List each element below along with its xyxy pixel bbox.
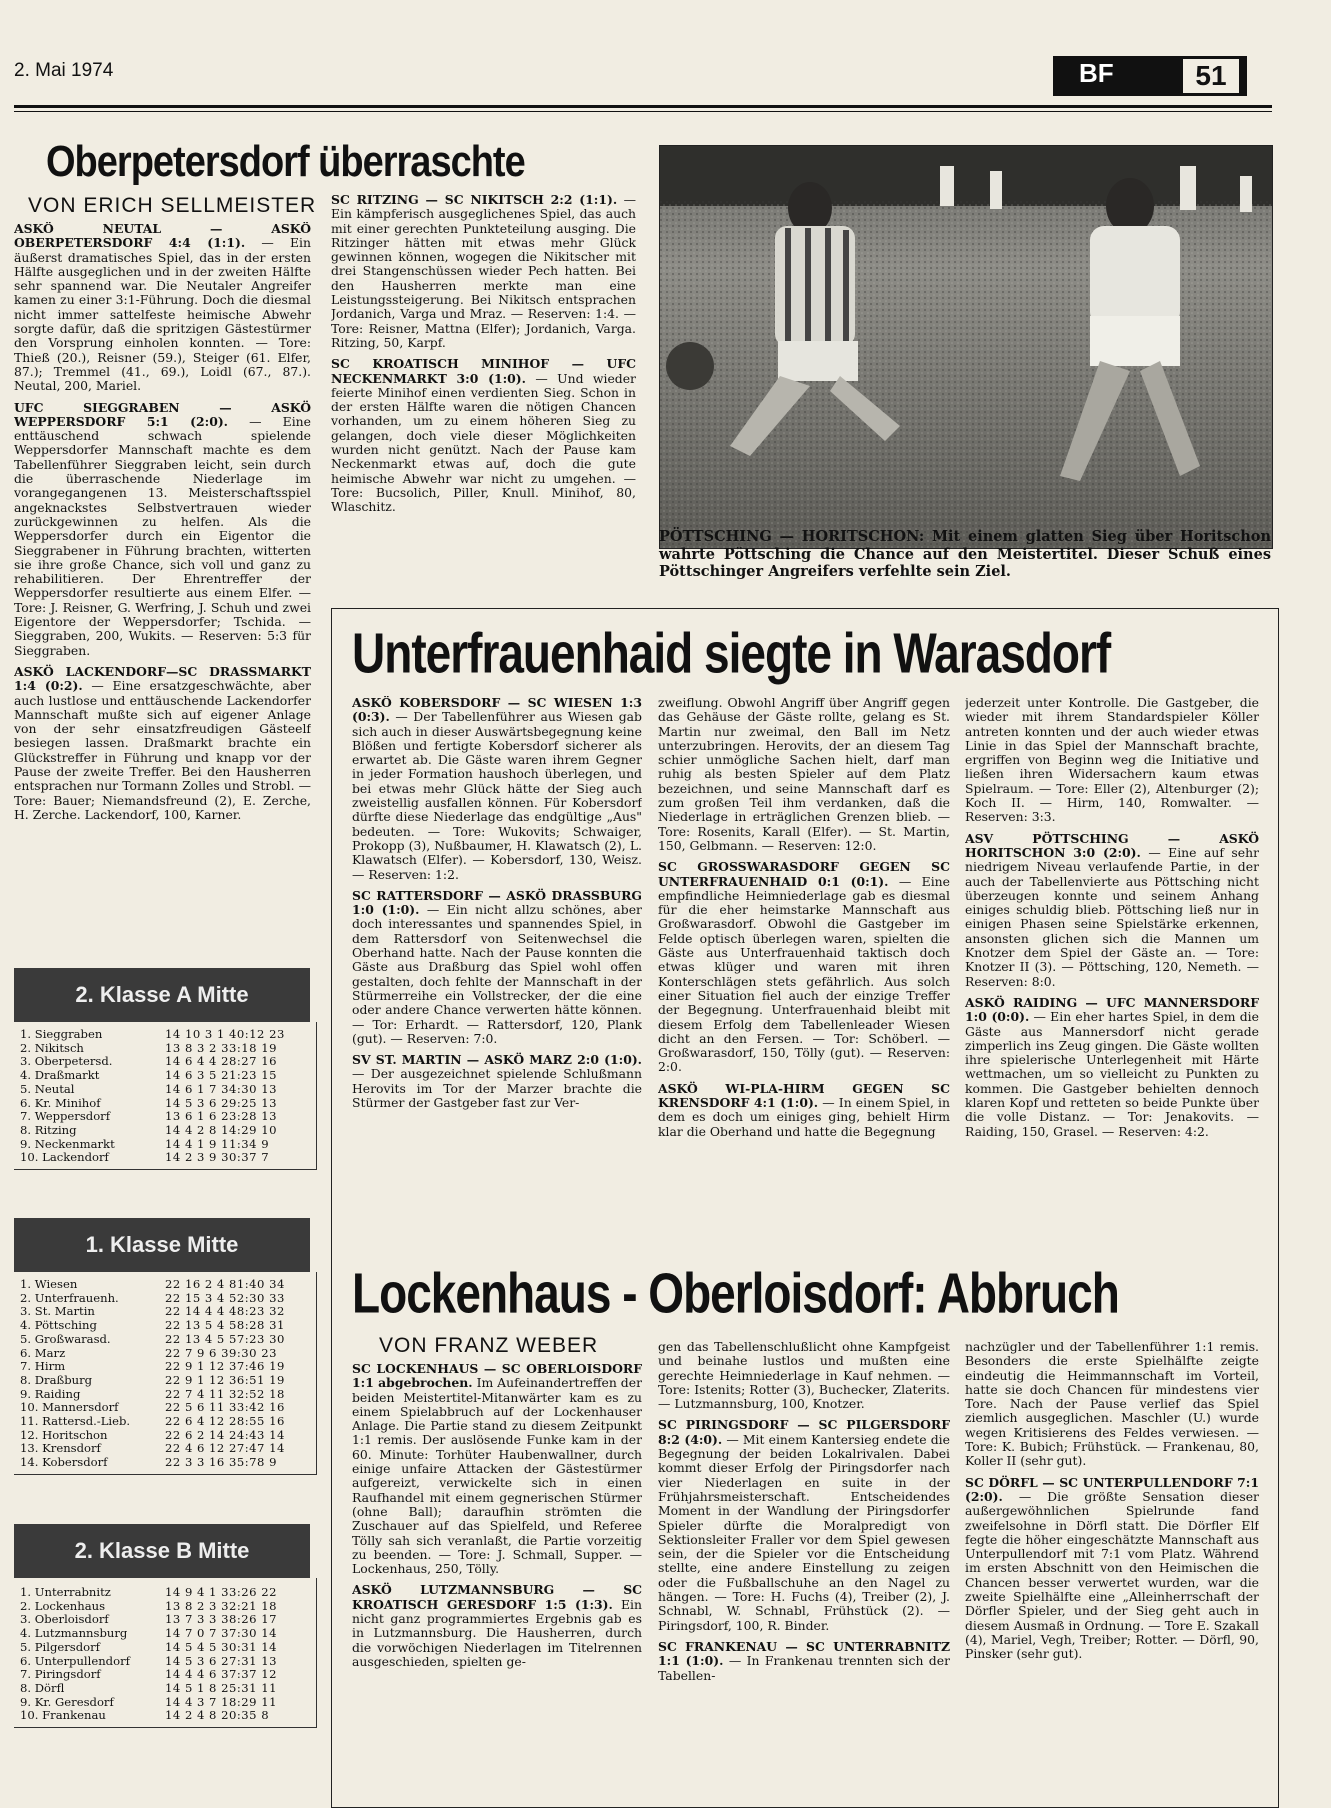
team-stats: 22 16 2 4 81:40 34 bbox=[165, 1277, 285, 1291]
team-stats: 14 4 1 9 11:34 9 bbox=[165, 1136, 270, 1151]
team-stats: 14 4 3 7 18:29 11 bbox=[165, 1694, 277, 1709]
team-name: 3. Oberloisdorf bbox=[20, 1613, 109, 1627]
paragraph bbox=[658, 696, 950, 853]
table-row bbox=[20, 1028, 316, 1042]
match-report: — Mit einem Kantersieg endete die Begegnung der beiden Lokalrivalen. Dabei kommt dieser Erfolg der Piringsdorfer nach vier Niederlagen en suite in der Frühjahrsmeisterschaft. Entscheidendes Moment in der Wandlung der Piringsdorfer Spieler dürfte die Moralpredigt von Sektionsleiter Fraller vor dem Spiel gewesen sein, der die Spieler vor die Entscheidung stellte, eine andere Einstellung zu zeigen oder die Fußballschuhe an den Nagel zu hängen. — Tore: H. Fuchs (4), Treiber (2), J. Schnabl, W. Schnabl, Frühstück (2). — Piringsdorf, 100, R. Binder. bbox=[658, 1431, 950, 1633]
team-stats: 14 5 3 6 29:25 13 bbox=[165, 1095, 277, 1110]
table-row bbox=[20, 1069, 316, 1083]
team-name: 5. Großwarasd. bbox=[20, 1332, 111, 1346]
table-row bbox=[20, 1319, 316, 1333]
team-name: 10. Lackendorf bbox=[20, 1151, 109, 1165]
team-name: 2. Unterfrauenh. bbox=[20, 1291, 119, 1305]
table-row bbox=[20, 1097, 316, 1111]
match-lead: SC DÖRFL — SC UNTERPULLENDORF 7:1 (2:0). bbox=[965, 1474, 1259, 1504]
team-name: 1. Sieggraben bbox=[20, 1028, 103, 1041]
table-row bbox=[20, 1124, 316, 1138]
team-stats: 22 13 4 5 57:23 30 bbox=[165, 1331, 285, 1346]
article1-column-1 bbox=[14, 222, 311, 958]
photo-caption: PÖTTSCHING — HORITSCHON: Mit einem glatten Sieg über Horitschon wahrte Pöttsching die Chance auf den Meistertitel. Dieser Schuß eines Pöttschinger Angreifers verfehlte sein Ziel. bbox=[659, 528, 1271, 580]
paragraph bbox=[965, 1340, 1259, 1469]
team-stats: 22 7 4 11 32:52 18 bbox=[165, 1386, 285, 1401]
table-row bbox=[20, 1278, 316, 1292]
match-lead: ASKÖ KOBERSDORF — SC WIESEN 1:3 (0:3). bbox=[352, 696, 642, 725]
match-lead: SC KROATISCH MINIHOF — UFC NECKENMARKT 3:0 (1:0). bbox=[331, 356, 636, 386]
team-stats: 14 5 1 8 25:31 11 bbox=[165, 1680, 277, 1695]
team-name: 10. Mannersdorf bbox=[20, 1401, 119, 1415]
team-name: 6. Kr. Minihof bbox=[20, 1096, 101, 1110]
table-row bbox=[20, 1083, 316, 1097]
article3-author: VON FRANZ WEBER bbox=[379, 1334, 599, 1357]
team-name: 1. Wiesen bbox=[20, 1278, 78, 1291]
paragraph bbox=[14, 401, 311, 658]
team-name: 2. Nikitsch bbox=[20, 1041, 84, 1055]
team-stats: 14 2 4 8 20:35 8 bbox=[165, 1708, 270, 1723]
team-stats: 13 6 1 6 23:28 13 bbox=[165, 1109, 277, 1124]
team-name: 5. Pilgersdorf bbox=[20, 1640, 100, 1654]
league-table-a-mitte bbox=[14, 968, 317, 1170]
paragraph bbox=[352, 696, 642, 882]
table-row bbox=[20, 1333, 316, 1347]
match-report: gen das Tabellenschlußlicht ohne Kampfgeist und beinahe lustlos und mußten eine gerechte Heimniederlage in Kauf nehmen. — Tore: Istenits; Rotter (3), Buchecker, Zlaterits. — Lutzmannsburg, 100, Knotzer. bbox=[658, 1340, 950, 1412]
table-row bbox=[20, 1305, 316, 1319]
paragraph bbox=[658, 1340, 950, 1411]
issue-date: 2. Mai 1974 bbox=[14, 60, 114, 81]
team-name: 5. Neutal bbox=[20, 1082, 75, 1096]
team-stats: 22 5 6 11 33:42 16 bbox=[165, 1400, 285, 1415]
league-table-title: 1. Klasse Mitte bbox=[14, 1218, 310, 1272]
table-row bbox=[20, 1627, 316, 1641]
paragraph bbox=[331, 357, 636, 514]
team-stats: 22 3 3 16 35:78 9 bbox=[165, 1455, 277, 1470]
table-row bbox=[20, 1682, 316, 1696]
table-row bbox=[20, 1442, 316, 1456]
team-stats: 14 5 4 5 30:31 14 bbox=[165, 1639, 277, 1654]
table-row bbox=[20, 1668, 316, 1682]
match-report: nachzügler und der Tabellenführer 1:1 remis. Besonders die erste Spielhälfte zeigte eindeutig die Heimmannschaft im Vorteil, hatte sie doch Chancen für mindestens vier Tore. Nach der Pause verlief das Spiel ziemlich ausgeglichen. Maschler (U.) wurde wegen Kritisierens des Feldes verwiesen. — Tore: K. Bubich; Frühstück. — Frankenau, 80, Koller II (sehr gut). bbox=[965, 1340, 1259, 1469]
match-lead: SC GROSSWARASDORF GEGEN SC UNTERFRAUENHAID 0:1 (0:1). bbox=[658, 859, 950, 889]
paragraph bbox=[658, 860, 950, 1074]
team-stats: 13 8 3 2 33:18 19 bbox=[165, 1040, 277, 1055]
match-lead: ASV PÖTTSCHING — ASKÖ HORITSCHON 3:0 (2:0). bbox=[965, 830, 1259, 860]
table-row bbox=[20, 1586, 316, 1600]
league-table-b-mitte bbox=[14, 1524, 317, 1728]
team-name: 1. Unterrabnitz bbox=[20, 1586, 111, 1599]
match-lead: ASKÖ RAIDING — UFC MANNERSDORF 1:0 (0:0). bbox=[965, 994, 1259, 1025]
match-report: — In einem Spiel, in dem es doch um einiges ging, behielt Hirm klar die Oberhand und hatte die Begegnung bbox=[658, 1095, 950, 1139]
table-row bbox=[20, 1696, 316, 1710]
team-name: 14. Kobersdorf bbox=[20, 1456, 108, 1470]
team-name: 4. Lutzmannsburg bbox=[20, 1627, 128, 1641]
team-name: 9. Raiding bbox=[20, 1387, 81, 1401]
match-photo bbox=[659, 145, 1273, 549]
team-stats: 13 8 2 3 32:21 18 bbox=[165, 1598, 277, 1613]
article3-column-2 bbox=[658, 1340, 950, 1794]
league-table-title: 2. Klasse B Mitte bbox=[14, 1524, 310, 1578]
team-name: 3. Oberpetersd. bbox=[20, 1055, 113, 1069]
article2-column-2 bbox=[658, 696, 950, 1286]
team-name: 8. Dörfl bbox=[20, 1681, 65, 1695]
paragraph bbox=[14, 665, 311, 822]
article1-author: VON ERICH SELLMEISTER bbox=[28, 194, 317, 217]
team-stats: 14 4 4 6 37:37 12 bbox=[165, 1667, 277, 1682]
team-name: 4. Pöttsching bbox=[20, 1319, 97, 1333]
match-lead: ASKÖ LACKENDORF—SC DRASSMARKT 1:4 (0:2). bbox=[14, 663, 311, 694]
team-stats: 22 7 9 6 39:30 23 bbox=[165, 1345, 277, 1360]
match-lead: SC FRANKENAU — SC UNTERRABNITZ 1:1 (1:0). bbox=[658, 1638, 950, 1669]
match-report: — Eine empfindliche Heimniederlage gab es diesmal für die eher heimstarke Mannschaft aus Großwarasdorf. Obwohl die Gastgeber im Felde optisch überlegen waren, spielten die Gäste aus Unterfrauenhaid taktisch doch etwas klüger und waren mit ihren Konterschlägen stets gefährlich. Aus solch einer Situation fiel auch der einzige Treffer der Begegnung. Unterfrauenhaid bleibt mit diesem Erfolg dem Tabellenleader Wiesen dicht an den Fersen. — Tor: Schöberl. — Großwarasdorf, 150, Tölly (gut). — Reserven: 2:0. bbox=[658, 873, 950, 1075]
paragraph bbox=[352, 889, 642, 1046]
team-stats: 22 15 3 4 52:30 33 bbox=[165, 1290, 285, 1305]
match-report: — Ein nicht allzu schönes, aber doch interessantes und spannendes Spiel, in dem Rattersdorf von Seitenwechsel die Oberhand hatte. Nach der Pause konnten die Gäste aus Draßburg das Spiel wohl offen gestalten, doch fehlte der Mannschaft in der Stürmerreihe ein Vollstrecker, der die eine oder andere Chance verwerten hätte können. — Tor: Erhardt. — Rattersdorf, 120, Plank (gut). — Reserven: 7:0. bbox=[352, 902, 642, 1046]
table-row bbox=[20, 1042, 316, 1056]
match-lead: SV ST. MARTIN — ASKÖ MARZ 2:0 (1:0). bbox=[352, 1052, 642, 1068]
team-name: 8. Draßburg bbox=[20, 1373, 93, 1387]
paragraph bbox=[965, 696, 1259, 825]
league-table-title: 2. Klasse A Mitte bbox=[14, 968, 310, 1022]
match-report: jederzeit unter Kontrolle. Die Gastgeber, die wieder mit ihrem Standardspieler Köller antreten konnten und der auch wieder etwas Linie in das Spiel der Mannschaft brachte, ergriffen von Beginn weg die Initiative und ließen ihren Widersachern kaum etwas Spielraum. — Tore: Eller (2), Altenburger (2); Koch II. — Hirm, 140, Romwalter. — Reserven: 3:3. bbox=[965, 696, 1259, 825]
team-stats: 14 7 0 7 37:30 14 bbox=[165, 1626, 277, 1641]
paragraph bbox=[658, 1418, 950, 1632]
match-photo-image bbox=[660, 146, 1272, 548]
paragraph bbox=[352, 1362, 642, 1576]
team-name: 7. Weppersdorf bbox=[20, 1110, 111, 1124]
article3-column-1 bbox=[352, 1362, 642, 1794]
header-rule bbox=[14, 105, 1272, 108]
team-stats: 22 6 4 12 28:55 16 bbox=[165, 1414, 285, 1429]
table-row bbox=[20, 1374, 316, 1388]
team-stats: 14 10 3 1 40:12 23 bbox=[165, 1027, 285, 1041]
match-report: zweiflung. Obwohl Angriff über Angriff gegen das Gehäuse der Gäste rollte, gelang es St. Martin nur zweimal, den Ball im Netz unterzubringen. Herovits, der an diesem Tag schier unmögliche Sachen hielt, darf man ruhig als besten Spieler auf dem Platz bezeichnen, und seine Mannschaft darf es zum großen Teil ihm verdanken, daß die Niederlage in erträglichen Grenzen blieb. — Tore: Rosenits, Karall (Elfer). — St. Martin, 150, Gelbmann. — Reserven: 12:0. bbox=[658, 696, 950, 853]
team-name: 7. Piringsdorf bbox=[20, 1668, 101, 1682]
table-row bbox=[20, 1138, 316, 1152]
team-stats: 14 6 4 4 28:27 16 bbox=[165, 1054, 277, 1069]
match-report: — Eine ersatzgeschwächte, aber auch lustlose und enttäuschende Lackendorfer Mannschaft mußte sich auf eigener Anlage von der sehr einsatzfreudigen Gästeelf besiegen lassen. Draßmarkt brachte ein Glückstreffer in Führung und knapp vor der Pause der zweite Treffer. Bei den Hausherren entsprachen nur Tormann Zolles und Strobl. — Tore: Bauer; Niemandsfreund (2), E. Zerche, H. Zerche. Lackendorf, 100, Karner. bbox=[14, 678, 311, 822]
article2-headline: Unterfrauenhaid siegte in Warasdorf bbox=[352, 621, 1111, 685]
team-name: 4. Draßmarkt bbox=[20, 1069, 100, 1083]
match-lead: ASKÖ WI-PLA-HIRM GEGEN SC KRENSDORF 4:1 (1:0). bbox=[658, 1080, 950, 1111]
match-lead: ASKÖ NEUTAL — ASKÖ OBERPETERSDORF 4:4 (1:1). bbox=[14, 222, 311, 251]
match-report: — Eine auf sehr niedrigem Niveau verlaufende Partie, in der auch der Tabellenvierte aus Pöttsching nicht überzeugen konnte und seinem Anhang einiges schuldig blieb. Pöttsching ließ nur in einigen Phasen seine Spielstärke erkennen, ansonsten glichen sich die Mannen um Knotzer dem Spiel der Gäste an. — Tore: Knotzer II (3). — Pöttsching, 120, Nemeth. — Reserven: 8:0. bbox=[965, 844, 1259, 989]
match-report: — Und wieder feierte Minihof einen verdienten Sieg. Schon in der ersten Hälfte waren die nötigen Chancen vorhanden, um zu einem höheren Sieg zu gelangen, doch viele dieser Möglichkeiten wurden nicht genützt. Nach der Pause kam Neckenmarkt etwas auf, doch die gute heimische Abwehr war nicht zu umgehen. — Tore: Bucsolich, Piller, Knull. Minihof, 80, Wlaschitz. bbox=[331, 370, 636, 515]
team-stats: 22 14 4 4 48:23 32 bbox=[165, 1304, 285, 1319]
table-row bbox=[20, 1055, 316, 1069]
league-table-rows bbox=[14, 1578, 317, 1728]
paragraph bbox=[965, 832, 1259, 989]
team-stats: 14 5 3 6 27:31 13 bbox=[165, 1653, 277, 1668]
paragraph bbox=[331, 193, 636, 350]
team-stats: 14 6 3 5 21:23 15 bbox=[165, 1068, 277, 1083]
paragraph bbox=[352, 1053, 642, 1110]
article2-column-1 bbox=[352, 696, 642, 1286]
team-stats: 22 4 6 12 27:47 14 bbox=[165, 1441, 285, 1456]
team-name: 12. Horitschon bbox=[20, 1428, 108, 1442]
article1-headline: Oberpetersdorf überraschte bbox=[46, 138, 525, 187]
team-stats: 22 13 5 4 58:28 31 bbox=[165, 1318, 285, 1333]
paragraph bbox=[14, 222, 311, 394]
match-report: — Ein kämpferisch ausgeglichenes Spiel, das auch mit einer gerechten Punkteteilung ausging. Die Ritzinger hätten mit etwas mehr Glück gewinnen können, wogegen die Nikitscher mit drei Stangenschüssen wieder Pech hatten. Bei den Hausherren merkte man eine Leistungssteigerung. Bei Nikitsch entsprachen Jordanich, Varga und Mraz. — Reserven: 1:4. — Tore: Reisner, Mattna (Elfer); Jordanich, Varga. Ritzing, 50, Karpf. bbox=[331, 193, 636, 350]
table-row bbox=[20, 1641, 316, 1655]
table-row bbox=[20, 1360, 316, 1374]
team-name: 13. Krensdorf bbox=[20, 1442, 101, 1456]
match-lead: SC RITZING — SC NIKITSCH 2:2 (1:1). bbox=[331, 193, 618, 207]
team-name: 9. Kr. Geresdorf bbox=[20, 1695, 114, 1709]
table-row bbox=[20, 1709, 316, 1723]
table-row bbox=[20, 1151, 316, 1165]
team-name: 10. Frankenau bbox=[20, 1709, 106, 1723]
team-name: 6. Unterpullendorf bbox=[20, 1654, 130, 1668]
table-row bbox=[20, 1388, 316, 1402]
paragraph bbox=[965, 996, 1259, 1139]
table-row bbox=[20, 1456, 316, 1470]
table-row bbox=[20, 1347, 316, 1361]
table-row bbox=[20, 1415, 316, 1429]
match-lead: UFC SIEGGRABEN — ASKÖ WEPPERSDORF 5:1 (2:0). bbox=[14, 399, 311, 429]
paragraph bbox=[965, 1476, 1259, 1662]
league-table-rows bbox=[14, 1022, 317, 1170]
match-report: — Die größte Sensation dieser außergewöhnlichen Spielrunde fand zweifelsohne in Dörfl statt. Die Dörfler Elf fegte die höher eingeschätzte Mannschaft aus Unterpullendorf mit 7:1 vom Platz. Während im ersten Abschnitt von den Heimischen die Chancen besser verwertet wurden, war die zweite Spielhälfte eine „Alleinherrschaft der Dörfler Spieler, und der Sieg geht auch in diesem Ausmaß in Ordnung. — Tore E. Szakall (4), Mariel, Vegh, Treiber; Rotter. — Dörfl, 90, Pinsker (sehr gut). bbox=[965, 1488, 1259, 1662]
team-name: 3. St. Martin bbox=[20, 1305, 95, 1319]
team-name: 6. Marz bbox=[20, 1346, 66, 1360]
league-table-1-mitte bbox=[14, 1218, 317, 1475]
table-row bbox=[20, 1292, 316, 1306]
match-report: — Der ausgezeichnet spielende Schlußmann Herovits im Tor der Marzer brachte die Stürmer der Gastgeber fast zur Ver- bbox=[352, 1066, 642, 1111]
match-report: Im Aufeinandertreffen der beiden Meistertitel-Mitanwärter kam es zu einem Spielabbruch auf der Lockenhauser Anlage. Die Partie stand zu diesem Zeitpunkt 1:1 remis. Der auslösende Funke kam in der 60. Minute: Torhüter Haubenwallner, durch einige unfaire Attacken der Gästestürmer aufgereizt, verwickelte sich in einen Raufhandel mit einem gegnerischen Stürmer (ohne Ball); daraufhin strömten die Zuschauer auf das Spielfeld, und Referee Tölly sah sich veranlaßt, die Partie vorzeitig zu beenden. — Tore: J. Schmall, Supper. — Lockenhaus, 250, Tölly. bbox=[352, 1375, 642, 1577]
table-row bbox=[20, 1429, 316, 1443]
team-name: 2. Lockenhaus bbox=[20, 1599, 106, 1613]
team-name: 8. Ritzing bbox=[20, 1123, 77, 1137]
team-name: 7. Hirm bbox=[20, 1360, 66, 1374]
match-report: — Ein eher hartes Spiel, in dem die Gäste aus Mannersdorf nicht gerade zimperlich ins Zeug gingen. Die Gäste wollten ihre spielerische Unterlegenheit mit Härte wettmachen, um so vielleicht zu Punkten zu kommen. Die Gastgeber behielten dennoch klaren Kopf und retteten so beide Punkte über die volle Distanz. — Tor: Jenakovits. — Raiding, 150, Grasel. — Reserven: 4:2. bbox=[965, 1009, 1259, 1139]
article1-column-2 bbox=[331, 193, 636, 593]
team-stats: 14 9 4 1 33:26 22 bbox=[165, 1585, 277, 1599]
match-report: — Der Tabellenführer aus Wiesen gab sich auch in dieser Auswärtsbegegnung keine Blößen und fertigte Kobersdorf sicherer als erwartet ab. Die Gäste waren ihrem Gegner in jeder Formation haushoch überlegen, und bei etwas mehr Glück hätte der Sieg auch zweistellig ausfallen können. Für Kobersdorf dürfte diese Niederlage das endgültige „Aus" bedeuten. — Tore: Wukovits; Schwaiger, Prokopp (3), Nußbaumer, H. Klawatsch (2), L. Klawatsch (Elfer). — Kobersdorf, 130, Weisz. — Reserven: 1:2. bbox=[352, 709, 642, 882]
paragraph bbox=[352, 1583, 642, 1669]
table-row bbox=[20, 1600, 316, 1614]
team-name: 9. Neckenmarkt bbox=[20, 1137, 115, 1151]
page-number: 51 bbox=[1183, 59, 1239, 93]
team-name: 11. Rattersd.-Lieb. bbox=[20, 1415, 131, 1429]
match-report: — Eine enttäuschend schwach spielende Weppersdorfer Mannschaft machte es dem Tabellenführer Sieggraben leicht, sein durch die überraschende Niederlage im vorangegangenen 13. Meisterschaftsspiel angeknackstes Selbstvertrauen wieder zurückgewinnen zu helfen. Als die Weppersdorfer durch ein Eigentor die Sieggrabener in Führung brachten, witterten sie ihre große Chance, sich voll und ganz zu rehabilitieren. Der Ehrentreffer der Weppersdorfer resultierte aus einem Elfer. — Tore: J. Reisner, G. Werfring, J. Schuh und zwei Eigentore der Weppersdorfer; Tschida. — Sieggraben, 200, Wukits. — Reserven: 5:3 für Sieggraben. bbox=[14, 413, 311, 658]
team-stats: 14 6 1 7 34:30 13 bbox=[165, 1081, 277, 1096]
league-table-rows bbox=[14, 1272, 317, 1475]
match-report: — In Frankenau trennten sich der Tabellen- bbox=[658, 1653, 950, 1683]
match-lead: SC RATTERSDORF — ASKÖ DRASSBURG 1:0 (1:0). bbox=[352, 887, 642, 918]
team-stats: 22 9 1 12 36:51 19 bbox=[165, 1372, 285, 1387]
match-lead: SC LOCKENHAUS — SC OBERLOISDORF 1:1 abgebrochen. bbox=[352, 1362, 642, 1391]
table-row bbox=[20, 1401, 316, 1415]
team-stats: 22 9 1 12 37:46 19 bbox=[165, 1359, 285, 1374]
match-lead: SC PIRINGSDORF — SC PILGERSDORF 8:2 (4:0). bbox=[658, 1417, 950, 1447]
table-row bbox=[20, 1613, 316, 1627]
article2-column-3 bbox=[965, 696, 1259, 1286]
match-report: — Ein äußerst dramatisches Spiel, das in der ersten Hälfte ausgeglichen und in der zweiten Hälfte sehr spannend war. Die Neutaler Angreifer kamen zu einer 3:1-Führung. Doch die diesmal nicht immer sattelfeste heimische Abwehr sorgte dafür, daß die spritzigen Gästestürmer den Vorsprung einholen konnten. — Tore: Thieß (20.), Reisner (59.), Steiger (61. Elfer, 87.); Tremmel (41., 69.), Loidl (67., 87.). Neutal, 200, Mariel. bbox=[14, 235, 311, 394]
brand-block bbox=[1053, 56, 1247, 96]
table-row bbox=[20, 1110, 316, 1124]
paragraph bbox=[658, 1082, 950, 1139]
article3-column-3 bbox=[965, 1340, 1259, 1794]
paragraph bbox=[658, 1640, 950, 1683]
team-stats: 22 6 2 14 24:43 14 bbox=[165, 1427, 285, 1442]
header-rule-thin bbox=[14, 111, 1272, 112]
team-stats: 13 7 3 3 38:26 17 bbox=[165, 1612, 277, 1627]
match-report: Ein nicht ganz programmiertes Ergebnis gab es in Lutzmannsburg. Die Hausherren, durch die vorwöchigen Niederlagen im Titelrennen ausgeschieden, spielten ge- bbox=[352, 1596, 642, 1669]
team-stats: 14 4 2 8 14:29 10 bbox=[165, 1122, 277, 1137]
table-row bbox=[20, 1655, 316, 1669]
brand-label: BF bbox=[1079, 58, 1114, 88]
article3-headline: Lockenhaus - Oberloisdorf: Abbruch bbox=[352, 1261, 1119, 1325]
match-lead: ASKÖ LUTZMANNSBURG — SC KROATISCH GERESDORF 1:5 (1:3). bbox=[352, 1582, 642, 1612]
team-stats: 14 2 3 9 30:37 7 bbox=[165, 1150, 270, 1165]
